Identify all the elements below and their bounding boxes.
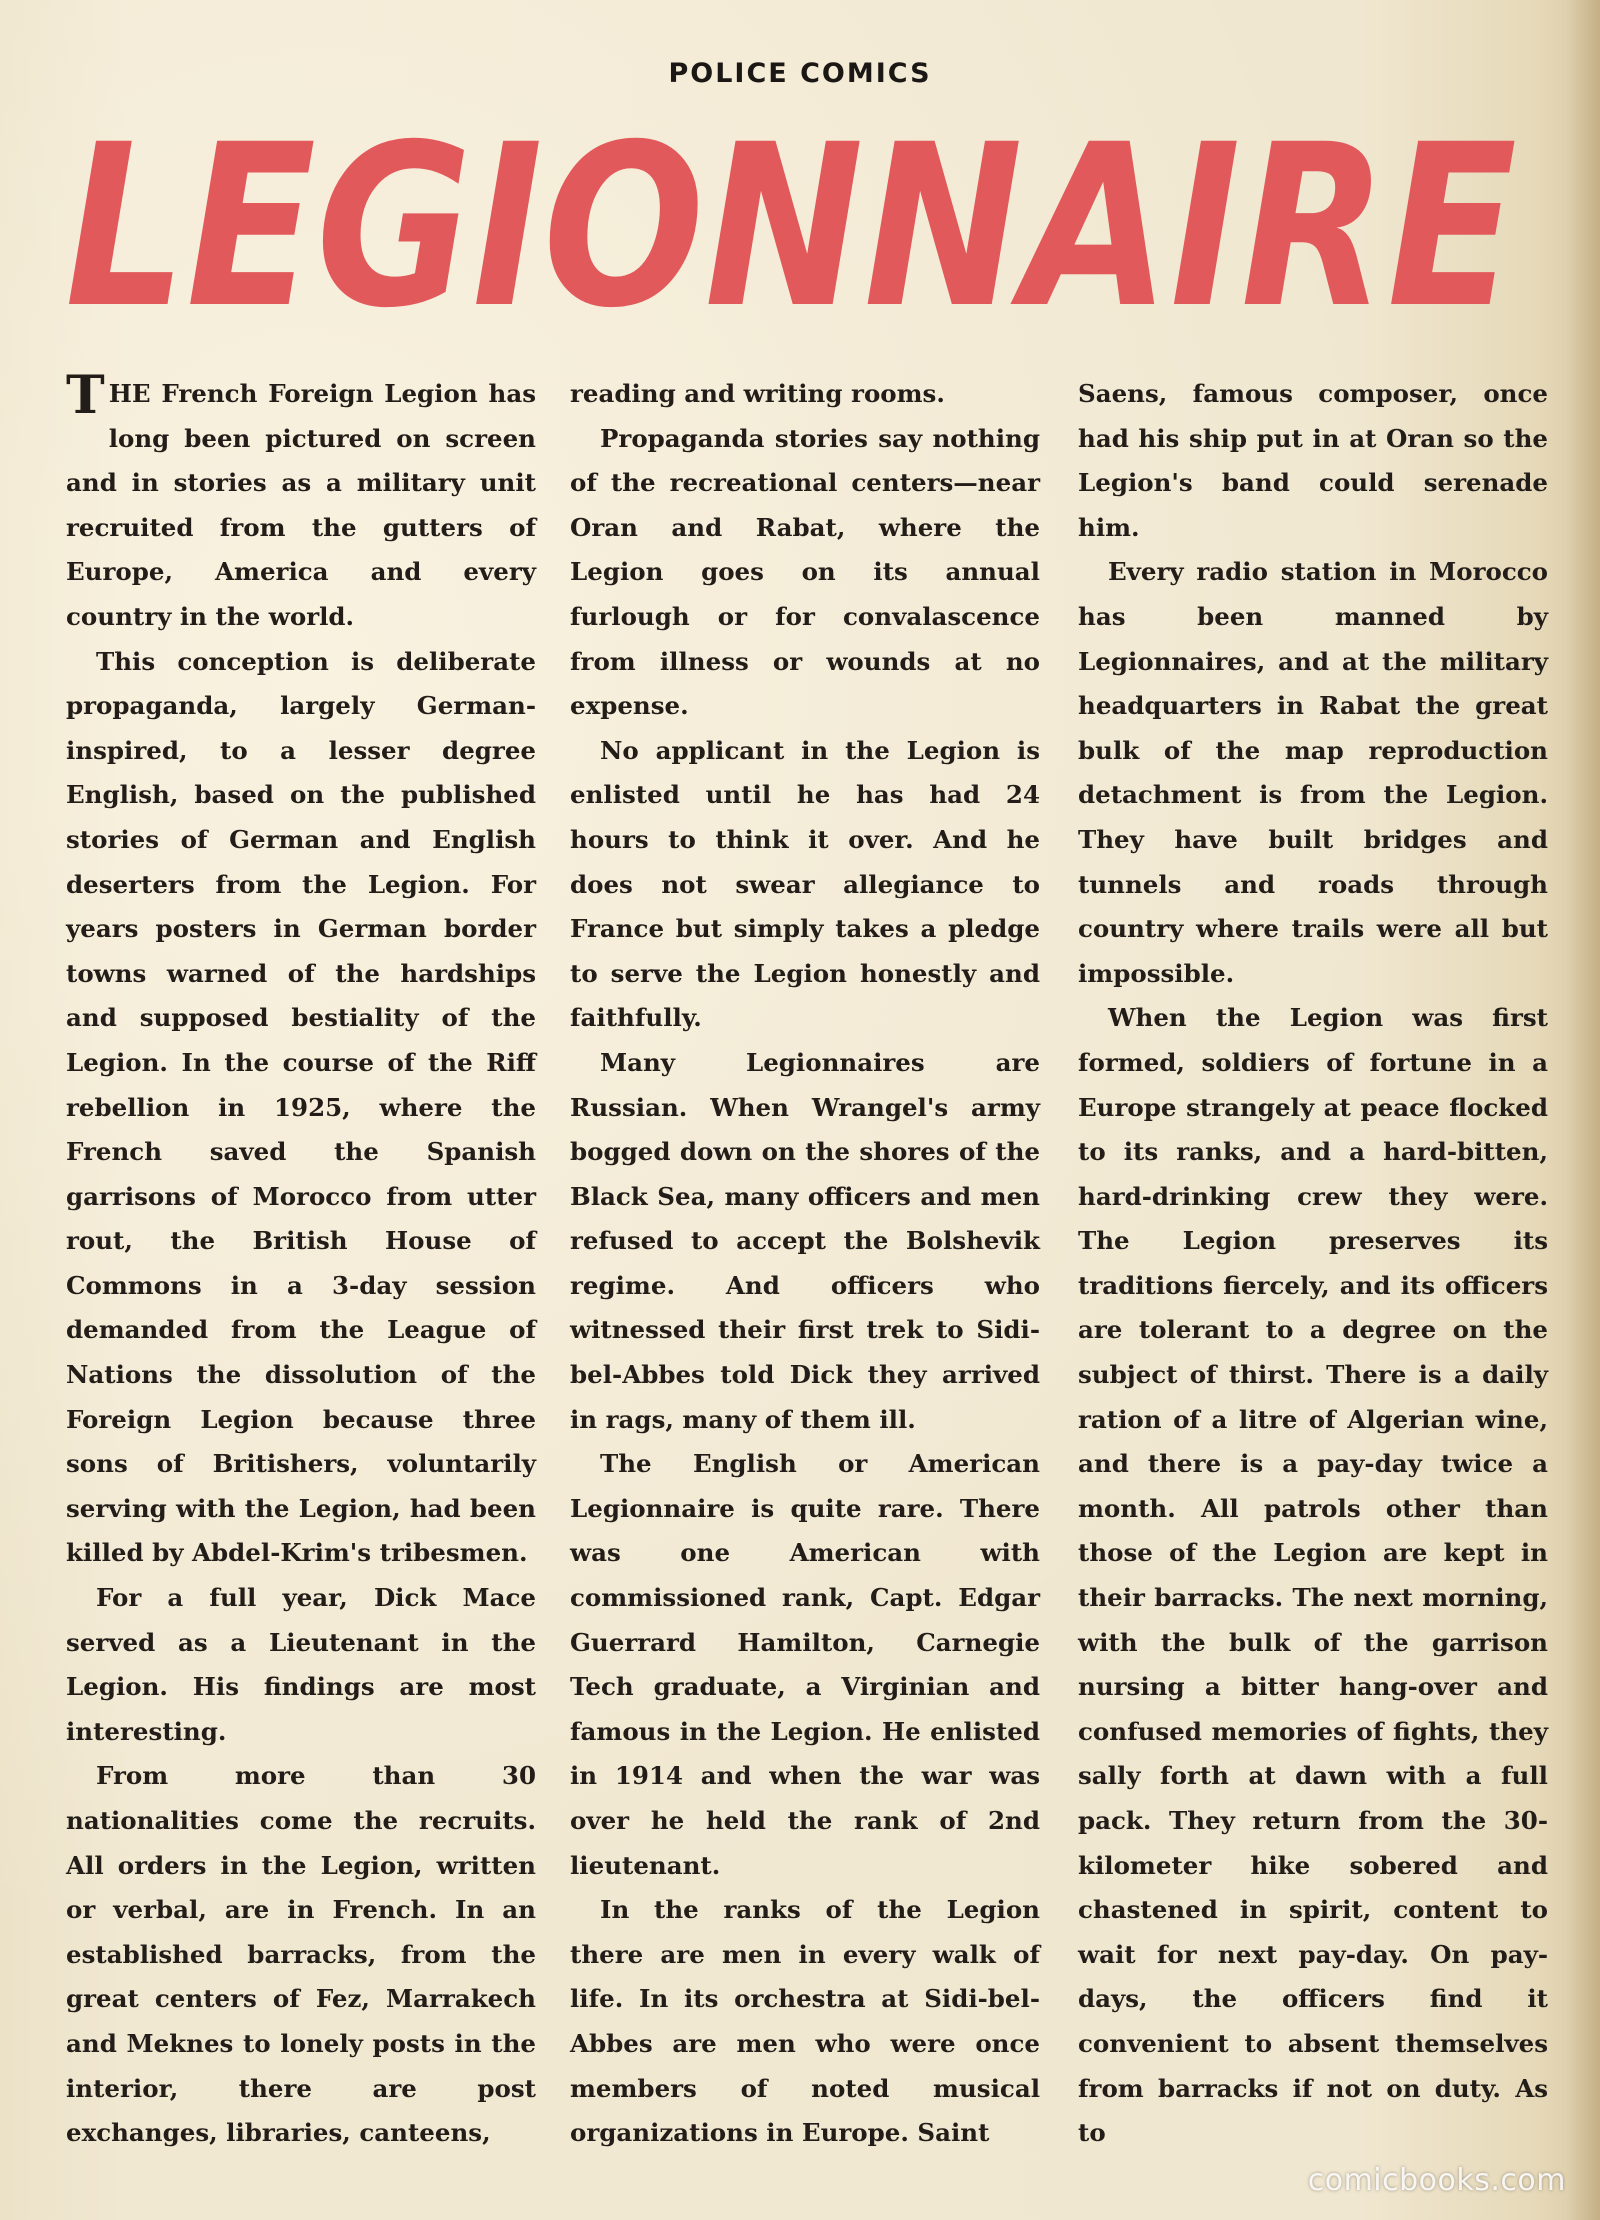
column-3 [1078,372,1548,2156]
title-banner [65,92,1525,342]
paragraph-10: Every radio station in Morocco has been manned by Legionnaires, and at the military headquarters in Rabat the great bulk of the map reproduction detachment is from the Legion. They have built bridges and tunnels and roads through country where trails were all but impossible. [1078,557,1548,988]
paragraph-2: This conception is deliberate propaganda, largely German-inspired, to a lesser degree English, based on the published stories of German and English deserters from the Legion. For years posters in German border towns warned of the hardships and supposed bestiality of the Legion. In the course of the Riff rebellion in 1925, where the French saved the Spanish garrisons of Morocco from utter rout, the British House of Commons in a 3-day session demanded from the League of Nations the dissolution of the Foreign Legion because three sons of Britishers, voluntarily serving with the Legion, had been killed by Abdel-Krim's tribesmen. [66,646,536,1568]
paragraph-8: The English or American Legionnaire is quite rare. There was one American with commissioned rank, Capt. Edgar Guerrard Hamilton, Carnegie Tech graduate, a Virginian and famous in the Legion. He enlisted in 1914 and when the war was over he held the rank of 2nd lieutenant. [570,1449,1040,1880]
paragraph-5: Propaganda stories say nothing of the recreational centers—near Oran and Rabat, where the Legion goes on its annual furlough or for convalascence from illness or wounds at no expense. [570,423,1040,721]
drop-cap: T [66,365,105,426]
running-head: POLICE COMICS [668,58,932,89]
article-body [66,365,1548,2152]
column-2 [570,372,1040,2156]
title-svg [65,92,1525,342]
spine-shadow [1566,0,1600,2220]
site-watermark: comicbooks.com [1307,2163,1566,2198]
column-1 [66,365,536,2156]
paragraph-11: When the Legion was first formed, soldiers of fortune in a Europe strangely at peace flocked to its ranks, and a hard-bitten, hard-drinking crew they were. The Legion preserves its traditions fiercely, and its officers are tolerant to a degree on the subject of thirst. There is a daily ration of a litre of Algerian wine, and there is a pay-day twice a month. All patrols other than those of the Legion are kept in their barracks. The next morning, with the bulk of the garrison nursing a bitter hang-over and confused memories of fights, they sally forth at dawn with a full pack. They return from the 30-kilometer hike sobered and chastened in spirit, content to wait for next pay-day. On pay-days, the officers find it convenient to absent themselves from barracks if not on duty. As to [1078,1003,1548,2148]
paragraph-9: In the ranks of the Legion there are men in every walk of life. In its orchestra at Sidi-bel-Abbes are men who were once members of noted musical organizations in Europe. Saint [570,1895,1040,2148]
paragraph-3: For a full year, Dick Mace served as a Lieutenant in the Legion. His findings are most interesting. [66,1583,536,1746]
paragraph-6: No applicant in the Legion is enlisted until he has had 24 hours to think it over. And he does not swear allegiance to France but simply takes a pledge to serve the Legion honestly and faithfully. [570,735,1040,1033]
article-title: LEGIONNAIRE [65,96,1517,342]
paragraph-7: Many Legionnaires are Russian. When Wrangel's army bogged down on the shores of the Black Sea, many officers and men refused to accept the Bolshevik regime. And officers who witnessed their first trek to Sidi-bel-Abbes told Dick they arrived in rags, many of them ill. [570,1047,1040,1434]
paragraph-4: From more than 30 nationalities come the recruits. All orders in the Legion, written or verbal, are in French. In an established barracks, from the great centers of Fez, Marrakech and Meknes to lonely posts in the interior, there are post exchanges, libraries, canteens, [66,1761,536,2148]
paragraph-9-continued: Saens, famous composer, once had his ship put in at Oran so the Legion's band could serenade him. [1078,379,1548,542]
paragraph-4-continued: reading and writing rooms. [570,379,945,408]
paragraph-1: THE French Foreign Legion has long been pictured on screen and in stories as a military unit recruited from the gutters of Europe, America and every country in the world. [66,365,536,631]
